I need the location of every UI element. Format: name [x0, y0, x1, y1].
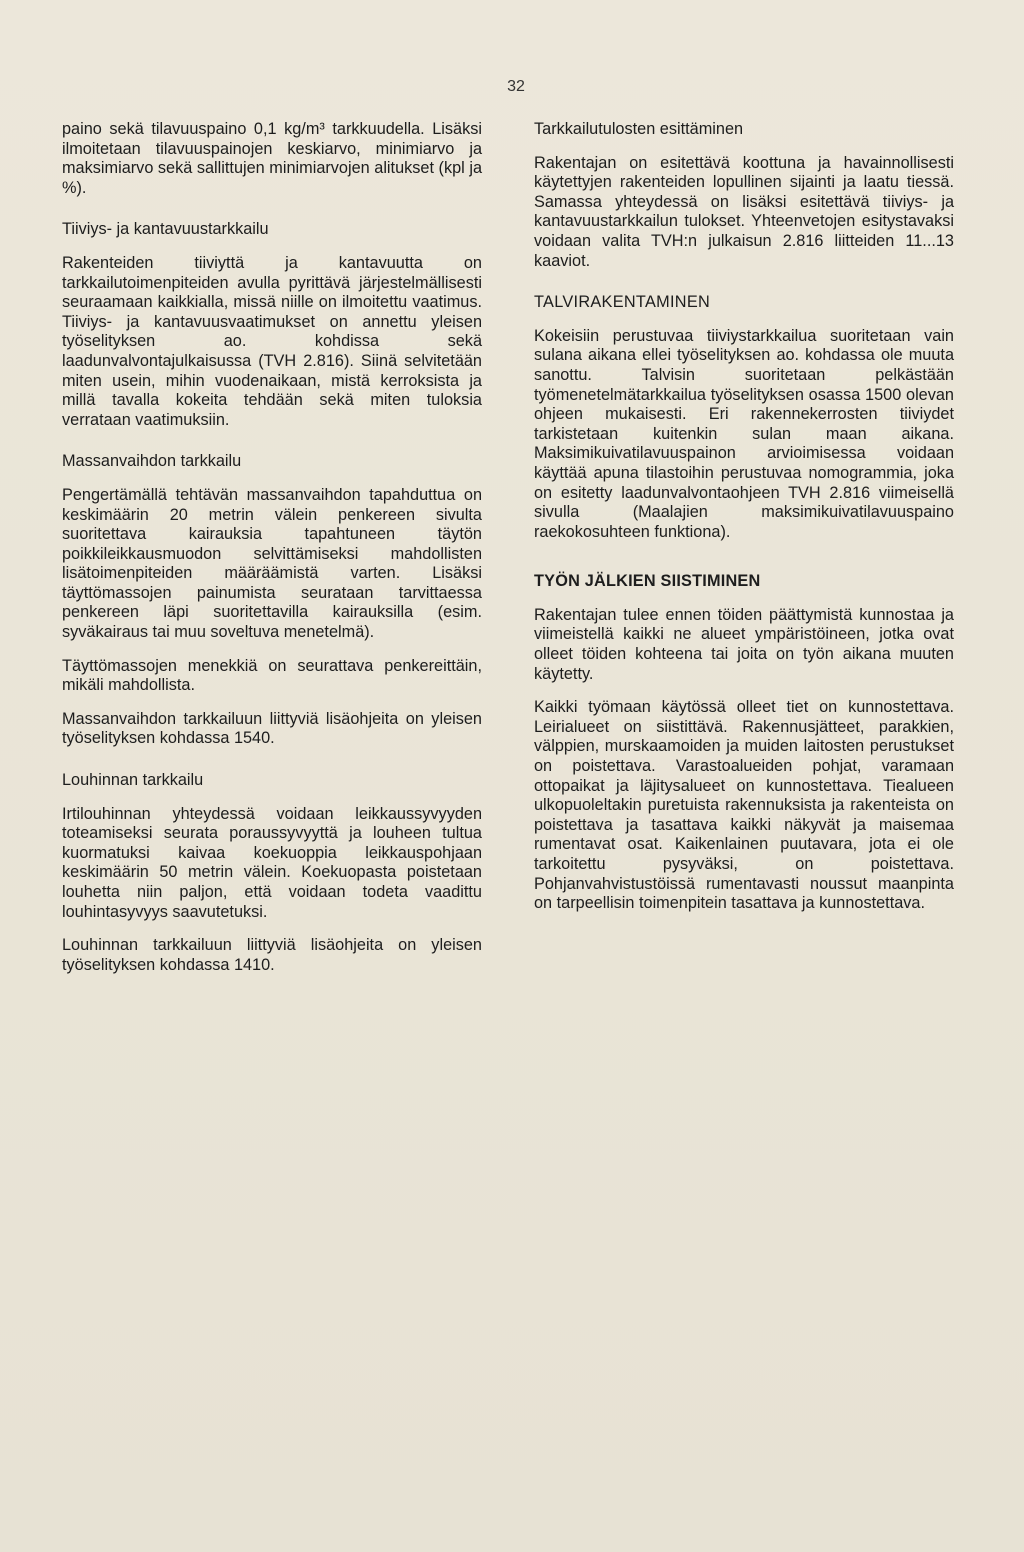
heading-tyon-jalkien-siistiminen: TYÖN JÄLKIEN SIISTIMINEN [534, 572, 761, 591]
paragraph-tiiviys-kantavuus: Rakenteiden tiiviyttä ja kantavuutta on tarkkailutoimenpiteiden avulla pyrittävä järjestelmällisesti seuraamaan kaikkialla, missä niille on ilmoitettu vaatimus. Tiiviys- ja kantavuusvaatimukset on annettu yleisen työselityksen ao. kohdissa sekä laadunvalvontajulkaisussa (TVH 2.816). Siinä selvitetään miten usein, mihin vuodenaikaan, mistä kerroksista ja millä tavalla kokeita tehdään sekä miten tuloksia verrataan vaatimuksiin. [62, 253, 482, 429]
heading-massanvaihto: Massanvaihdon tarkkailu [62, 452, 242, 471]
left-column [62, 120, 482, 989]
paragraph-siistiminen-2: Kaikki työmaan käytössä olleet tiet on kunnostettava. Leirialueet on siistittävä. Rakennusjätteet, parakkien, välppien, murskaamoiden ja muiden laitosten perustukset on poistettava. Varastoalueiden pohjat, varamaan ottopaikat ja läjitysalueet on kunnostettava. Tiealueen ulkopuoleltakin puretuista rakennuksista ja rakenteista on poistettava ja tasattava kaikki näkyvät ja maisemaa rumentavat osat. Kaikenlainen puutavara, jota ei ole tarkoitettu pysyväksi, on poistettava. Pohjanvahvistustöissä rumentavasti noussut maanpinta on tarpeellisin toimenpitein tasattava ja kunnostettava. [534, 698, 954, 913]
paragraph-tilavuuspaino: paino sekä tilavuuspaino 0,1 kg/m³ tarkkuudella. Lisäksi ilmoitetaan tilavuuspainojen keskiarvo, minimiarvo ja maksimiarvo sekä sallittujen minimiarvojen alitukset (kpl ja %). [62, 120, 482, 197]
paragraph-louhinta-2: Louhinnan tarkkailuun liittyviä lisäohjeita on yleisen työselityksen kohdassa 1410. [62, 936, 482, 974]
paragraph-tarkkailutulokset: Rakentajan on esitettävä koottuna ja havainnollisesti käytettyjen rakenteiden lopullinen sijainti ja laatu tiessä. Samassa yhteydessä on lisäksi esitettävä tiiviys- ja kantavuustarkkailun tulokset. Yhteenvetojen esitystavaksi voidaan valita TVH:n julkaisun 2.816 liitteiden 11...13 kaaviot. [534, 153, 954, 270]
heading-tarkkailutulokset: Tarkkailutulosten esittäminen [534, 120, 744, 138]
paragraph-talvirakentaminen: Kokeisiin perustuvaa tiiviystarkkailua suoritetaan vain sulana aikana ellei työselityksen ao. kohdassa ole muuta sanottu. Talvisin suoritetaan pelkästään työmenetelmätarkkailua työselityksen osassa 1500 olevan ohjeen mukaisesti. Eri rakennekerrosten tiiviydet tarkistetaan kuitenkin sulan maan aikana. Maksimikuivatilavuuspainon arvioimisessa voidaan käyttää apuna tilastoihin perustuvaa nomogrammia, joka on esitetty laadunvalvontaohjeen TVH 2.816 viimeisellä sivulla (Maalajien maksimikuivatilavuuspaino raekokosuhteen funktiona). [534, 326, 954, 541]
page-number: 32 [507, 78, 525, 95]
paragraph-louhinta-1: Irtilouhinnan yhteydessä voidaan leikkaussyvyyden toteamiseksi seurata poraussyvyyttä ja louheen tultua kuormatuksi kaivaa koekuoppia leikkauspohjaan keskimäärin 50 metrin välein. Koekuopasta poistetaan louhetta niin paljon, että voidaan todeta vaadittu louhintasyvyys saavutetuksi. [62, 804, 482, 921]
paragraph-massanvaihto-2: Täyttömassojen menekkiä on seurattava penkereittäin, mikäli mahdollista. [62, 656, 482, 695]
right-column [534, 120, 954, 928]
paragraph-siistiminen-1: Rakentajan tulee ennen töiden päättymistä kunnostaa ja viimeistellä kaikki ne alueet ympäristöineen, jotka ovat olleet töiden kohteena tai joita on työn aikana muuten käytetty. [534, 605, 954, 683]
paragraph-massanvaihto-3: Massanvaihdon tarkkailuun liittyviä lisäohjeita on yleisen työselityksen kohdassa 1540. [62, 709, 482, 748]
heading-tiiviys-kantavuus: Tiiviys- ja kantavuustarkkailu [62, 220, 269, 239]
paragraph-massanvaihto-1: Pengertämällä tehtävän massanvaihdon tapahduttua on keskimäärin 20 metrin välein penkereen sivulta suoritettava kairauksia tapahtuneen täytön poikkileikkausmuodon selvittämiseksi mahdollisten lisätoimenpiteiden määräämistä varten. Lisäksi täyttömassojen painumista seurataan tarvittaessa penkereen läpi suoritettavilla kairauksilla (esim. syväkairaus tai muu soveltuva menetelmä). [62, 485, 482, 642]
heading-talvirakentaminen: TALVIRAKENTAMINEN [534, 293, 711, 312]
heading-louhinta: Louhinnan tarkkailu [62, 771, 204, 790]
